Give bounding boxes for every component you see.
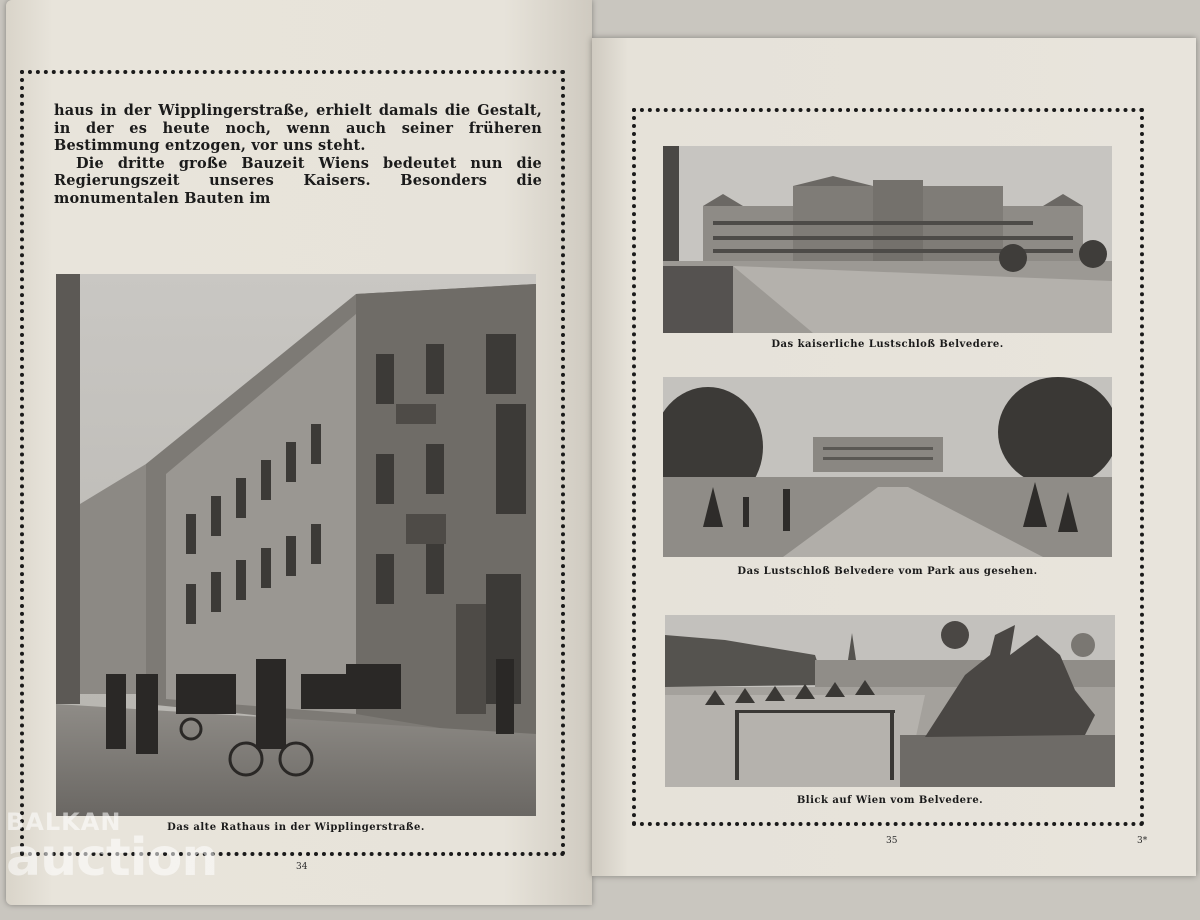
photo-belvedere-from-park <box>663 377 1112 557</box>
right-page <box>592 38 1196 876</box>
page-number-right: 35 <box>886 836 898 846</box>
body-text <box>54 102 542 207</box>
watermark-line-2: auction <box>6 828 218 888</box>
left-page <box>6 0 592 905</box>
signature-mark: 3* <box>1137 836 1148 846</box>
text-paragraph-1: haus in der Wipplingerstraße, erhielt damals die Gestalt, in der es heute noch, wenn auch seiner früheren Bestimmung entzogen, vor uns steht. <box>54 102 542 154</box>
photo-old-town-hall <box>56 274 536 816</box>
photo-caption-3: Blick auf Wien vom Belvedere. <box>796 795 984 806</box>
photo-caption-left: Das alte Rathaus in der Wipplingerstraße. <box>167 822 425 833</box>
page-number-left: 34 <box>296 862 308 872</box>
text-paragraph-2: Die dritte große Bauzeit Wiens bedeutet nun die Regierungszeit unseres Kaisers. Besonders die monumentalen Bauten im <box>54 154 542 207</box>
photo-caption-2: Das Lustschloß Belvedere vom Park aus gesehen. <box>737 566 1038 577</box>
photo-view-of-vienna <box>665 615 1115 787</box>
photo-caption-1: Das kaiserliche Lustschloß Belvedere. <box>771 339 1004 350</box>
photo-belvedere-palace <box>663 146 1112 333</box>
watermark-line-1: BALKAN <box>6 808 122 836</box>
